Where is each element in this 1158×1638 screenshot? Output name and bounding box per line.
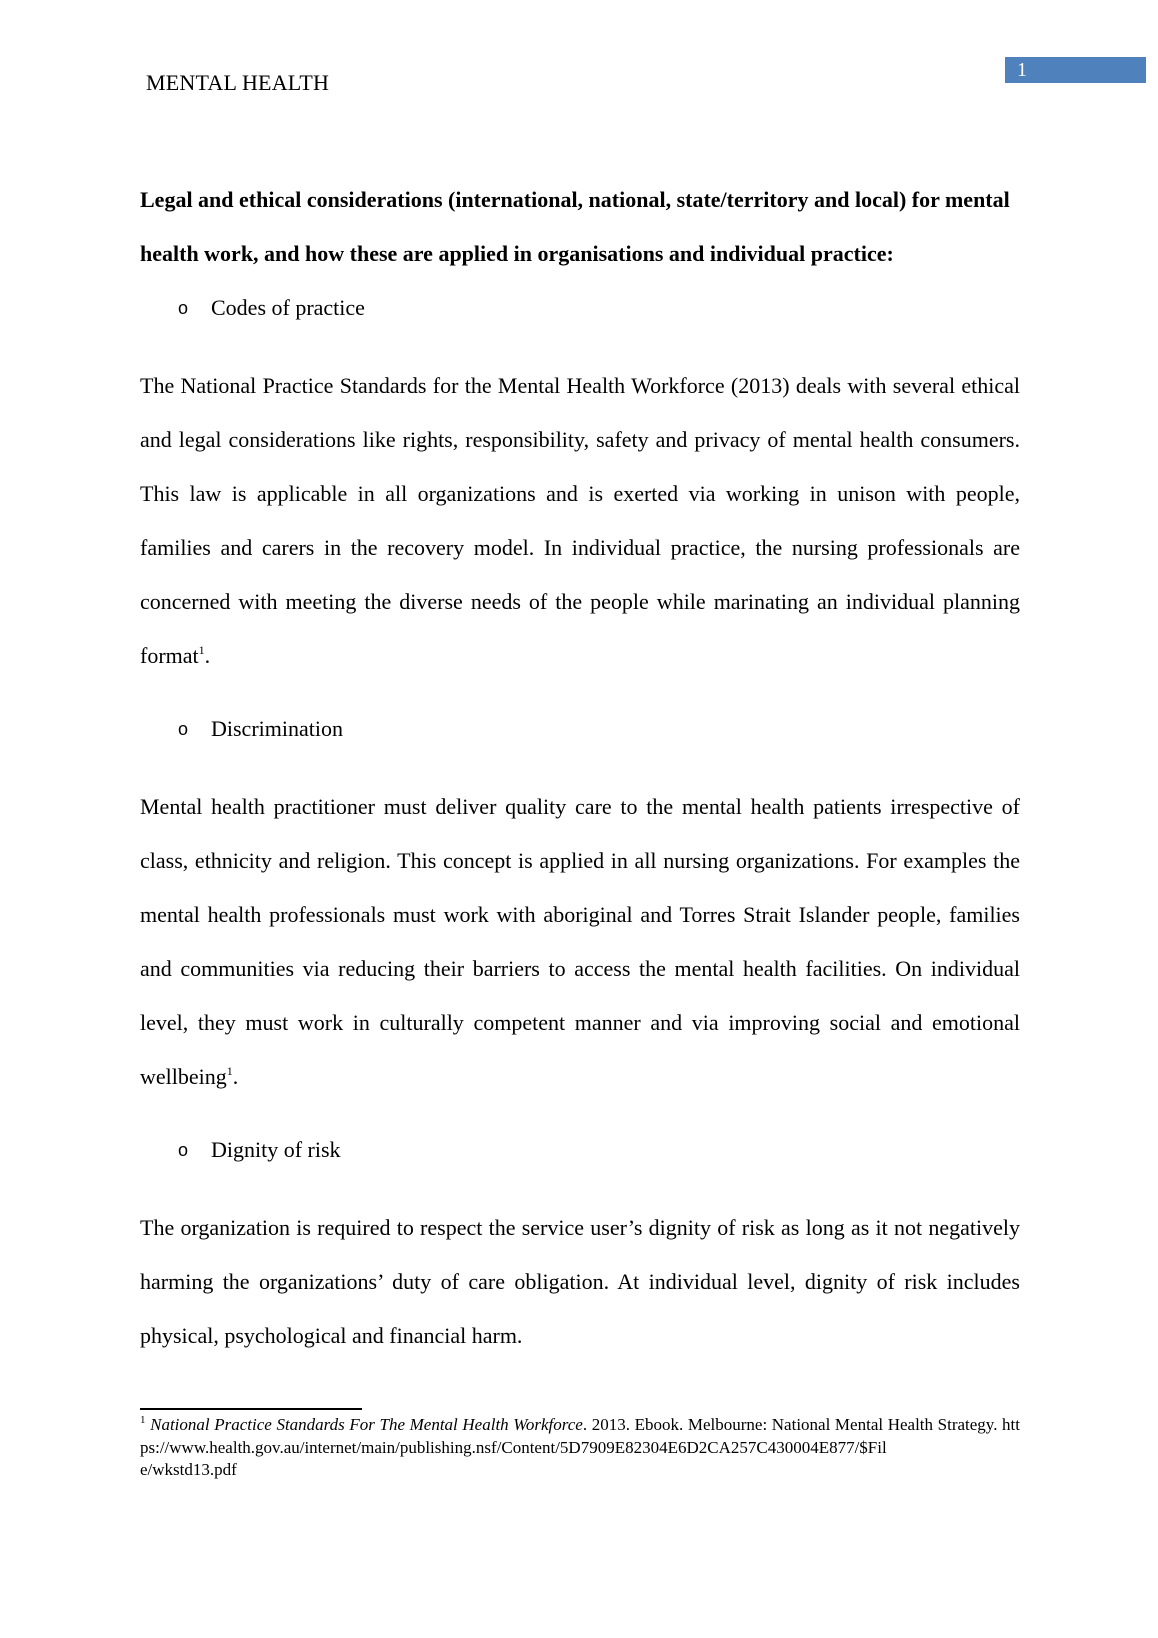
bullet-title: Codes of practice <box>211 295 365 320</box>
page-number: 1 <box>1017 59 1027 81</box>
bullet-dignity-of-risk <box>140 1123 1020 1177</box>
paragraph-discrimination: Mental health practitioner must deliver quality care to the mental health patients irrespective of class, ethnicity and religion. This concept is applied in all nursing organizations. For examples the mental health professionals must work with aboriginal and Torres Strait Islander people, families and communities via reducing their barriers to access the mental health facilities. On individual level, they must work in culturally competent manner and via improving social and emotional wellbeing$^1$. <box>140 794 1020 1089</box>
paragraph-codes-of-practice: The National Practice Standards for the Mental Health Workforce (2013) deals with several ethical and legal considerations like rights, responsibility, safety and privacy of mental health consumers. This law is applicable in all organizations and is exerted via working in unison with people, families and carers in the recovery model. In individual practice, the nursing professionals are concerned with meeting the diverse needs of the people while marinating an individual planning format$^1$. <box>140 373 1020 668</box>
footnote-last-line: e/wkstd13.pdf <box>140 1460 237 1479</box>
footnote-separator <box>140 1408 362 1410</box>
section-heading: Legal and ethical considerations (international, national, state/territory and local) for mental health work, and how these are applied in organisations and individual practice: <box>140 187 1010 266</box>
paragraph-dignity-of-risk: The organization is required to respect the service user’s dignity of risk as long as it not negatively harming the organizations’ duty of care obligation. At individual level, dignity of risk includes physical, psychological and financial harm. <box>140 1215 1020 1348</box>
bullet-codes-of-practice <box>140 281 1020 335</box>
bullet-title: Dignity of risk <box>211 1137 341 1162</box>
footnote <box>140 1414 1020 1482</box>
running-head: MENTAL HEALTH <box>146 70 330 95</box>
bullet-marker: o <box>178 719 189 739</box>
bullet-marker: o <box>178 1140 189 1160</box>
footnote-number: 1 <box>140 1414 146 1426</box>
bullet-title: Discrimination <box>211 716 343 741</box>
footnote-reference: 1 <box>226 1064 233 1078</box>
document-body <box>140 173 1020 1363</box>
footnote-text: . 2013. Ebook. Melbourne: National Mental Health Strategy. https://www.health.gov.au/internet/main/publishing.nsf/Content/5D7909E82304E6D2CA257C430004E877/$Fil <box>140 1415 1021 1457</box>
footnote-title: National Practice Standards For The Mental Health Workforce <box>150 1415 583 1434</box>
footnote-reference: 1 <box>198 643 205 657</box>
bullet-discrimination <box>140 702 1020 756</box>
bullet-marker: o <box>178 298 189 318</box>
